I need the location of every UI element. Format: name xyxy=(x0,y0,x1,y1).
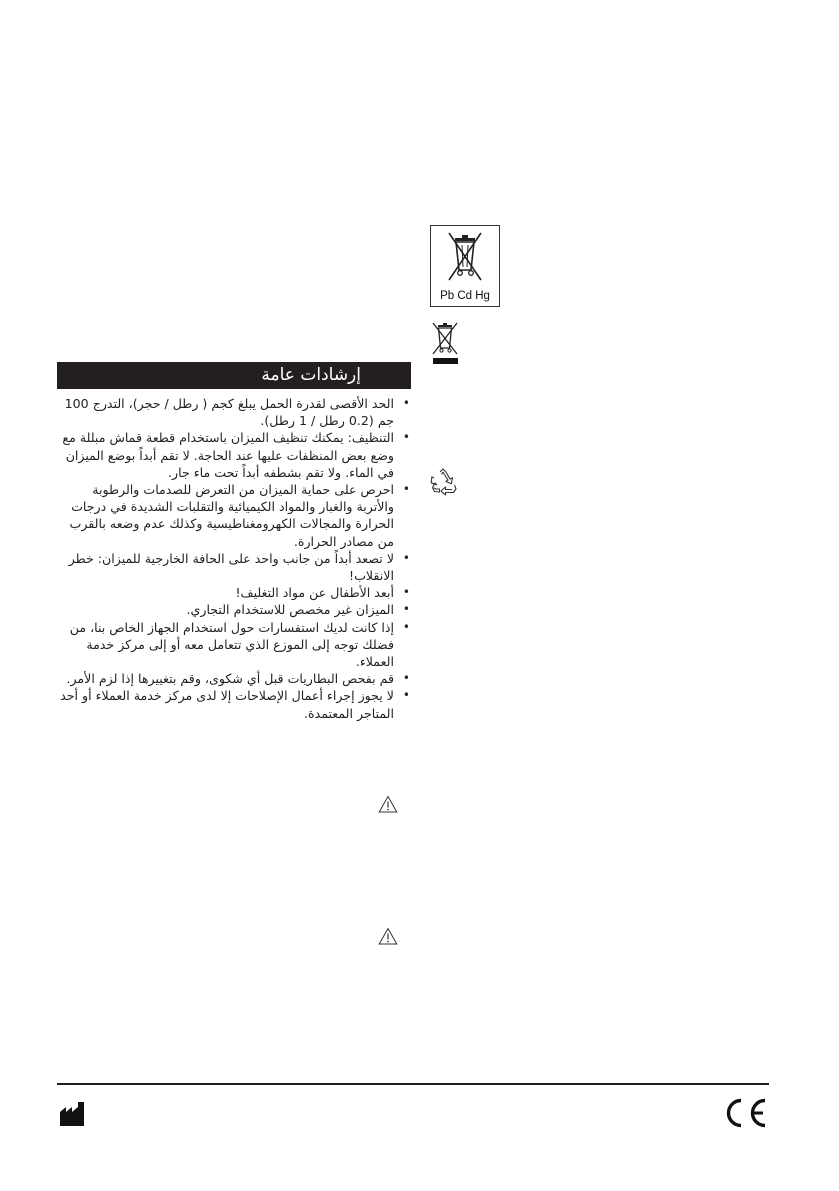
list-item: • لا تصعد أبداً من جانب واحد على الحافة الخارجية للميزان: خطر الانقلاب! xyxy=(60,550,410,584)
list-item: • قم بفحص البطاريات قبل أي شكوى، وقم بتغييرها إذا لزم الأمر. xyxy=(60,670,410,687)
list-item: • أبعد الأطفال عن مواد التغليف! xyxy=(60,584,410,601)
warning-triangle-icon xyxy=(378,795,398,817)
list-item: • الحد الأقصى لقدرة الحمل يبلغ كجم ( رطل / حجر)، التدرج 100 جم (0.2 رطل / 1 رطل). xyxy=(60,395,410,429)
instruction-list xyxy=(60,395,410,722)
crossed-bin-icon xyxy=(430,321,460,370)
weee-battery-symbol xyxy=(430,225,500,307)
crossed-bin-icon xyxy=(443,230,487,284)
ce-mark-icon xyxy=(720,1097,768,1133)
warning-triangle-icon xyxy=(378,927,398,949)
list-item: • احرص على حماية الميزان من التعرض للصدمات والرطوبة والأتربة والغبار والمواد الكيميائية والتقلبات الشديدة في درجات الحرارة والمجالات الكهرومغناطيسية وكذلك عدم وضعه بالقرب من مصادر الحرارة. xyxy=(60,481,410,550)
manufacturer-factory-icon xyxy=(59,1101,85,1131)
recycle-icon xyxy=(428,468,458,500)
list-item: • التنظيف: يمكنك تنظيف الميزان باستخدام قطعة قماش مبللة مع وضع بعض المنظفات عليها عند الحاجة. لا تقم أبداً بوضع الميزان في الماء. ولا تقم بشطفه أبداً تحت ماء جار. xyxy=(60,429,410,481)
section-title: إرشادات عامة xyxy=(261,365,361,385)
list-item: • لا يجوز إجراء أعمال الإصلاحات إلا لدى مركز خدمة العملاء أو أحد المتاجر المعتمدة. xyxy=(60,687,410,721)
list-item: • الميزان غير مخصص للاستخدام التجاري. xyxy=(60,601,410,618)
footer-divider xyxy=(57,1083,769,1085)
section-header xyxy=(57,362,411,389)
weee-chem-label: Pb Cd Hg xyxy=(440,290,490,302)
list-item: • إذا كانت لديك استفسارات حول استخدام الجهاز الخاص بنا، من فضلك توجه إلى الموزع الذي تتعامل معه أو إلى مركز خدمة العملاء. xyxy=(60,619,410,671)
